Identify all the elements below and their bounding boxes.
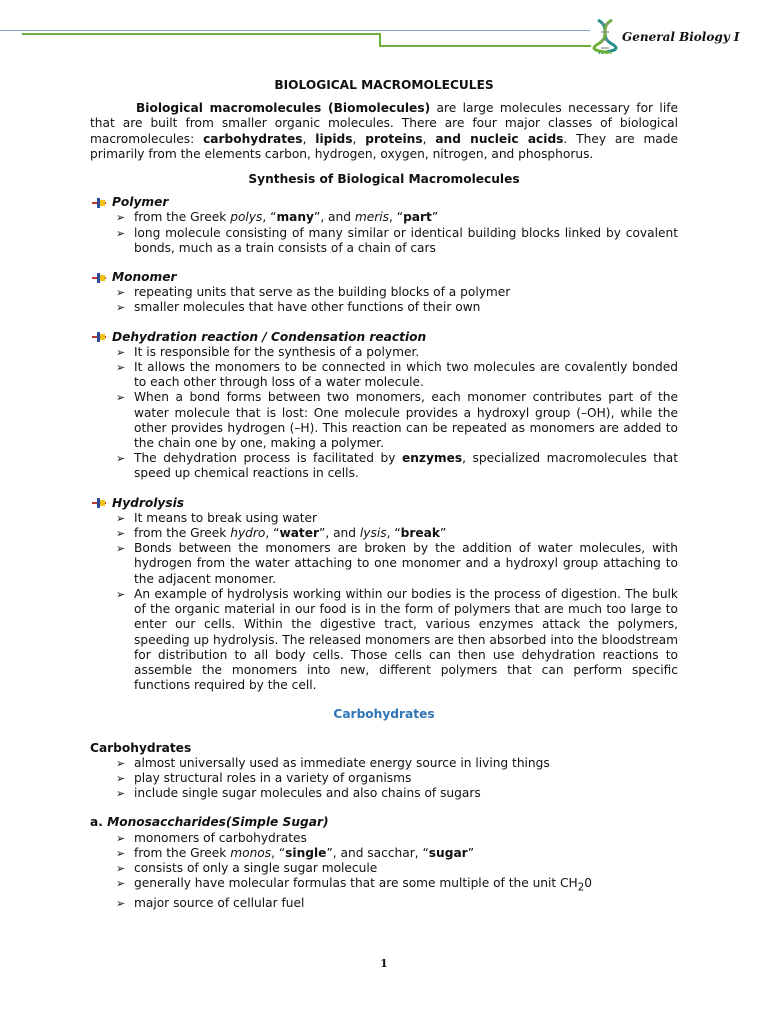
- term-label: Polymer: [112, 195, 169, 210]
- document-title: BIOLOGICAL MACROMOLECULES: [274, 78, 494, 92]
- list-item: [116, 451, 678, 481]
- meaning: water: [279, 526, 320, 541]
- text: ”: [467, 845, 475, 860]
- header-rule-blue: [0, 30, 590, 31]
- carbohydrates-list: [90, 756, 678, 802]
- header-title: General Biology I: [622, 30, 740, 44]
- intro-sep: ,: [422, 131, 436, 146]
- text: , “: [389, 210, 404, 225]
- greek-word: polys: [230, 210, 263, 225]
- list-item: ➢ almost universally used as immediate energy source in living things: [116, 756, 678, 771]
- section-prefix: a.: [90, 815, 108, 830]
- class-lipids: lipids: [315, 131, 353, 146]
- list-item: ➢ smaller molecules that have other functions of their own: [116, 300, 678, 315]
- intro-sep: ,: [352, 131, 366, 146]
- list-item: ➢ play structural roles in a variety of organisms: [116, 771, 678, 786]
- dna-helix-icon: [592, 18, 618, 54]
- monomer-list: [90, 285, 678, 315]
- intro-text: are large molecules necessary for life that are built from smaller organic molecules. There are four major classes of biological macromolecules:: [90, 101, 678, 146]
- intro-sep: ,: [302, 131, 316, 146]
- term-dehydration: [90, 330, 678, 345]
- meaning: sugar: [428, 845, 468, 860]
- text: , “: [262, 210, 277, 225]
- text: , “: [265, 526, 280, 541]
- list-item: ➢ repeating units that serve as the building blocks of a polymer: [116, 285, 678, 300]
- text: , specialized macromolecules that speed up chemical reactions in cells.: [134, 451, 678, 481]
- greek-word: monos: [230, 845, 272, 860]
- list-item: ➢ It is responsible for the synthesis of a polymer.: [116, 345, 678, 360]
- meaning: part: [403, 210, 432, 225]
- text: ”: [431, 210, 439, 225]
- term-monomer: [90, 270, 678, 285]
- pushpin-bullet-icon: [90, 497, 108, 509]
- hydrolysis-list: [90, 511, 678, 693]
- carbohydrates-heading: Carbohydrates: [90, 740, 192, 755]
- subscript: 2: [577, 882, 585, 894]
- meaning: break: [400, 526, 440, 541]
- section-heading-synthesis: Synthesis of Biological Macromolecules: [248, 172, 520, 187]
- list-item: ➢ consists of only a single sugar molecule: [116, 861, 678, 876]
- monosaccharides-list: [90, 831, 678, 911]
- text: , “: [271, 845, 286, 860]
- page-number: 1: [380, 957, 388, 970]
- text: from the Greek: [134, 526, 231, 541]
- list-item: ➢ It allows the monomers to be connected in which two molecules are covalently bonded to each other through loss of a water molecule.: [116, 360, 678, 390]
- intro-paragraph: [90, 101, 678, 162]
- list-item: ➢ It means to break using water: [116, 511, 678, 526]
- list-item: ➢ When a bond forms between two monomers, each monomer contributes part of the water molecule that is lost: One molecule provides a hydroxyl group (–OH), while the other provides hydrogen (–H). This reaction can be repeated as monomers are added to the chain one by one, making a polymer.: [116, 390, 678, 451]
- text: ”, and: [319, 526, 360, 541]
- list-item: ➢ include single sugar molecules and also chains of sugars: [116, 786, 678, 801]
- class-carbohydrates: carbohydrates: [203, 131, 303, 146]
- text: The dehydration process is facilitated by: [134, 451, 402, 466]
- term-label: Dehydration reaction / Condensation reaction: [112, 329, 427, 344]
- list-item: [116, 210, 678, 225]
- list-item: [116, 876, 678, 896]
- list-item: ➢ monomers of carbohydrates: [116, 831, 678, 846]
- polymer-list: [90, 210, 678, 256]
- class-proteins: proteins: [365, 131, 423, 146]
- dehydration-list: [90, 345, 678, 482]
- header-rule-green-lower: [379, 45, 591, 47]
- term-label: Monosaccharides(Simple Sugar): [107, 815, 329, 830]
- text: , “: [386, 526, 401, 541]
- term-label: Monomer: [112, 270, 177, 285]
- list-item: [116, 846, 678, 861]
- pushpin-bullet-icon: [90, 272, 108, 284]
- text: from the Greek: [134, 210, 231, 225]
- list-item: ➢ An example of hydrolysis working within our bodies is the process of digestion. The bulk of the organic material in our food is in the form of polymers that are much too large to enter our cells. Within the digestive tract, various enzymes attack the polymers, speeding up hydrolysis. The released monomers are then absorbed into the bloodstream for distribution to all body cells. Those cells can then use dehydration reactions to assemble the monomers into new, different polymers that can perform specific functions required by the cell.: [116, 587, 678, 693]
- greek-word: lysis: [359, 526, 387, 541]
- section-heading-carbohydrates: Carbohydrates: [333, 707, 435, 722]
- class-nucleic-acids: and nucleic acids: [435, 131, 564, 146]
- term-polymer: [90, 195, 678, 210]
- document-body: [90, 78, 678, 925]
- pushpin-bullet-icon: [90, 197, 108, 209]
- text: ”, and: [314, 210, 355, 225]
- greek-word: meris: [354, 210, 389, 225]
- text: from the Greek: [134, 845, 231, 860]
- intro-text-end: . They are made primarily from the elements carbon, hydrogen, oxygen, nitrogen, and phosphorus.: [90, 131, 679, 161]
- intro-term: Biological macromolecules (Biomolecules): [136, 101, 431, 116]
- term-label: Hydrolysis: [112, 495, 185, 510]
- text: ”, and sacchar, “: [326, 845, 429, 860]
- meaning: single: [285, 845, 327, 860]
- list-item: [116, 526, 678, 541]
- meaning: many: [276, 210, 314, 225]
- text: generally have molecular formulas that are some multiple of the unit CH: [134, 876, 578, 891]
- list-item: ➢ Bonds between the monomers are broken by the addition of water molecules, with hydrogen from the water attaching to one monomer and a hydroxyl group attaching to the adjacent monomer.: [116, 541, 678, 587]
- term-hydrolysis: [90, 496, 678, 511]
- monosaccharides-heading: [90, 815, 678, 830]
- greek-word: hydro: [230, 526, 266, 541]
- list-item: ➢ major source of cellular fuel: [116, 896, 678, 911]
- text: 0: [584, 876, 592, 891]
- pushpin-bullet-icon: [90, 331, 108, 343]
- list-item: ➢ long molecule consisting of many similar or identical building blocks linked by covalent bonds, much as a train consists of a chain of cars: [116, 226, 678, 256]
- text: ”: [440, 526, 447, 541]
- header-rule-green: [22, 33, 380, 35]
- term-enzymes: enzymes: [401, 451, 463, 466]
